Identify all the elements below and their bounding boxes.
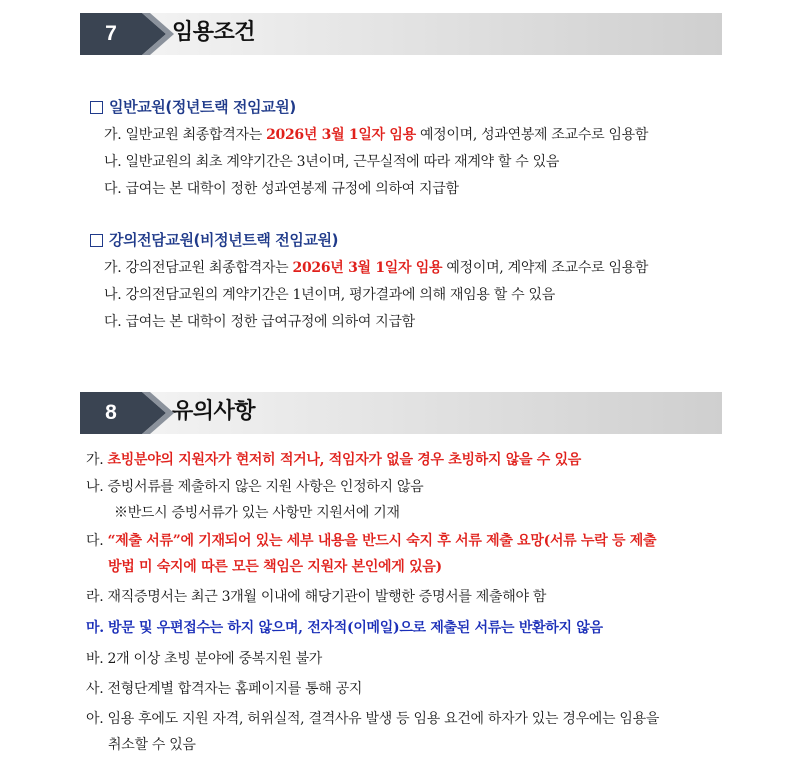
general-item-ga (104, 124, 648, 144)
notice-item-na-note: ※반드시 증빙서류가 있는 사항만 지원서에 기재 (114, 505, 400, 521)
notice-item-sa: 사. 전형단계별 합격자는 홈페이지를 통해 공지 (86, 681, 363, 697)
notice-item-na: 나. 증빙서류를 제출하지 않은 지원 사항은 인정하지 않음 (86, 479, 424, 495)
general-item-da: 다. 급여는 본 대학이 정한 성과연봉제 규정에 의하여 지급함 (104, 181, 459, 197)
lecture-item-na: 나. 강의전담교원의 계약기간은 1년이며, 평가결과에 의해 재임용 할 수 있음 (104, 287, 555, 303)
notice-item-da (86, 530, 656, 550)
section-7-number: 7 (105, 22, 117, 45)
item-prefix: 다. (86, 533, 104, 549)
checkbox-square-icon (90, 101, 103, 114)
notice-emphasis-text: 방문 및 우편접수는 하지 않으며, 전자적(이메일)으로 제출된 서류는 반환하지 않음 (107, 620, 603, 636)
appointment-date-highlight: 2026년 3월 1일자 임용 (292, 260, 443, 276)
general-item-na: 나. 일반교원의 최초 계약기간은 3년이며, 근무실적에 따라 재계약 할 수 있음 (104, 154, 560, 170)
section-8-title: 유의사항 (172, 399, 256, 424)
item-prefix: 가. (104, 127, 122, 143)
notice-warning-text: “제출 서류”에 기재되어 있는 세부 내용을 반드시 숙지 후 서류 제출 요망(서류 누락 등 제출 (107, 533, 657, 549)
notice-item-ga (86, 449, 581, 469)
item-text: 일반교원 최종합격자는 (125, 127, 267, 143)
notice-item-a: 아. 임용 후에도 지원 자격, 허위실적, 결격사유 발생 등 임용 요건에 하자가 있는 경우에는 임용을 (86, 711, 660, 727)
lecture-item-da: 다. 급여는 본 대학이 정한 급여규정에 의하여 지급함 (104, 314, 415, 330)
lecture-faculty-heading-text: 강의전담교원(비정년트랙 전임교원) (109, 231, 339, 249)
item-text: 예정이며, 계약제 조교수로 임용함 (442, 260, 649, 276)
notice-item-a-line2: 취소할 수 있음 (108, 737, 196, 753)
notice-item-ra: 라. 재직증명서는 최근 3개월 이내에 해당기관이 발행한 증명서를 제출해야 함 (86, 589, 547, 605)
lecture-item-ga (104, 257, 648, 277)
general-faculty-heading-text: 일반교원(정년트랙 전임교원) (109, 98, 296, 116)
section-8-header (80, 392, 722, 434)
section-8-number: 8 (105, 401, 117, 424)
section-7-header (80, 13, 722, 55)
notice-warning-text: 초빙분야의 지원자가 현저히 적거나, 적임자가 없을 경우 초빙하지 않을 수 있음 (107, 452, 582, 468)
item-prefix: 가. (86, 452, 104, 468)
general-faculty-heading (90, 96, 296, 117)
item-prefix: 가. (104, 260, 122, 276)
checkbox-square-icon (90, 234, 103, 247)
lecture-faculty-heading (90, 229, 338, 250)
item-text: 예정이며, 성과연봉제 조교수로 임용함 (415, 127, 649, 143)
item-prefix: 마. (86, 620, 104, 636)
section-7-title: 임용조건 (172, 20, 256, 45)
item-text: 강의전담교원 최종합격자는 (125, 260, 293, 276)
notice-item-ma (86, 617, 603, 637)
notice-item-ba: 바. 2개 이상 초빙 분야에 중복지원 불가 (86, 651, 323, 667)
appointment-date-highlight: 2026년 3월 1일자 임용 (266, 127, 416, 143)
notice-item-da-line2: 방법 미 숙지에 따른 모든 책임은 지원자 본인에게 있음) (108, 559, 442, 575)
